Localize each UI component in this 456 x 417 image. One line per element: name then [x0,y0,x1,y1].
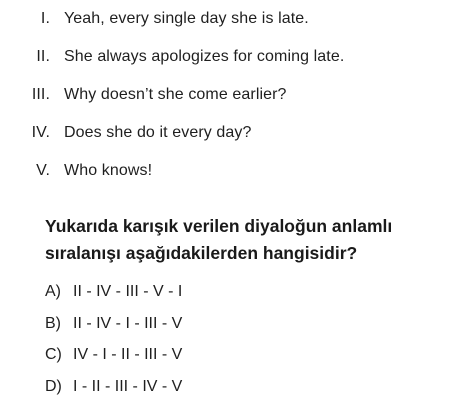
statement-item [0,48,456,86]
statement-item [0,10,456,48]
answer-option-a[interactable] [45,283,445,315]
option-text: IV - I - II - III - V [73,346,183,363]
question-line-2: sıralanışı aşağıdakilerden hangisidir? [45,243,358,263]
option-text: I - II - III - IV - V [73,377,183,395]
statement-item [0,124,456,162]
question-text [45,213,450,267]
statement-text: She always apologizes for coming late. [64,48,345,65]
statement-item [0,162,456,200]
option-letter: D) [45,377,62,395]
statement-numeral: IV. [31,124,50,141]
statement-numeral: V. [36,162,50,179]
answer-option-d[interactable] [45,378,445,410]
option-text: II - IV - I - III - V [73,314,183,332]
option-letter: A) [45,283,61,300]
statement-numeral: II. [36,48,50,65]
statement-list [0,10,456,200]
answer-option-b[interactable] [45,315,445,347]
statement-item [0,86,456,124]
answer-options [45,283,445,409]
answer-option-c[interactable] [45,346,445,378]
option-text: II - IV - III - V - I [73,283,183,300]
statement-numeral: I. [40,10,50,27]
question-line-1: Yukarıda karışık verilen diyaloğun anlamlı [45,216,393,236]
option-letter: C) [45,346,62,363]
statement-text: Does she do it every day? [64,124,252,141]
statement-text: Who knows! [64,162,153,179]
statement-text: Yeah, every single day she is late. [64,10,309,27]
statement-text: Why doesn’t she come earlier? [64,86,287,103]
statement-numeral: III. [31,86,50,103]
option-letter: B) [45,314,61,332]
